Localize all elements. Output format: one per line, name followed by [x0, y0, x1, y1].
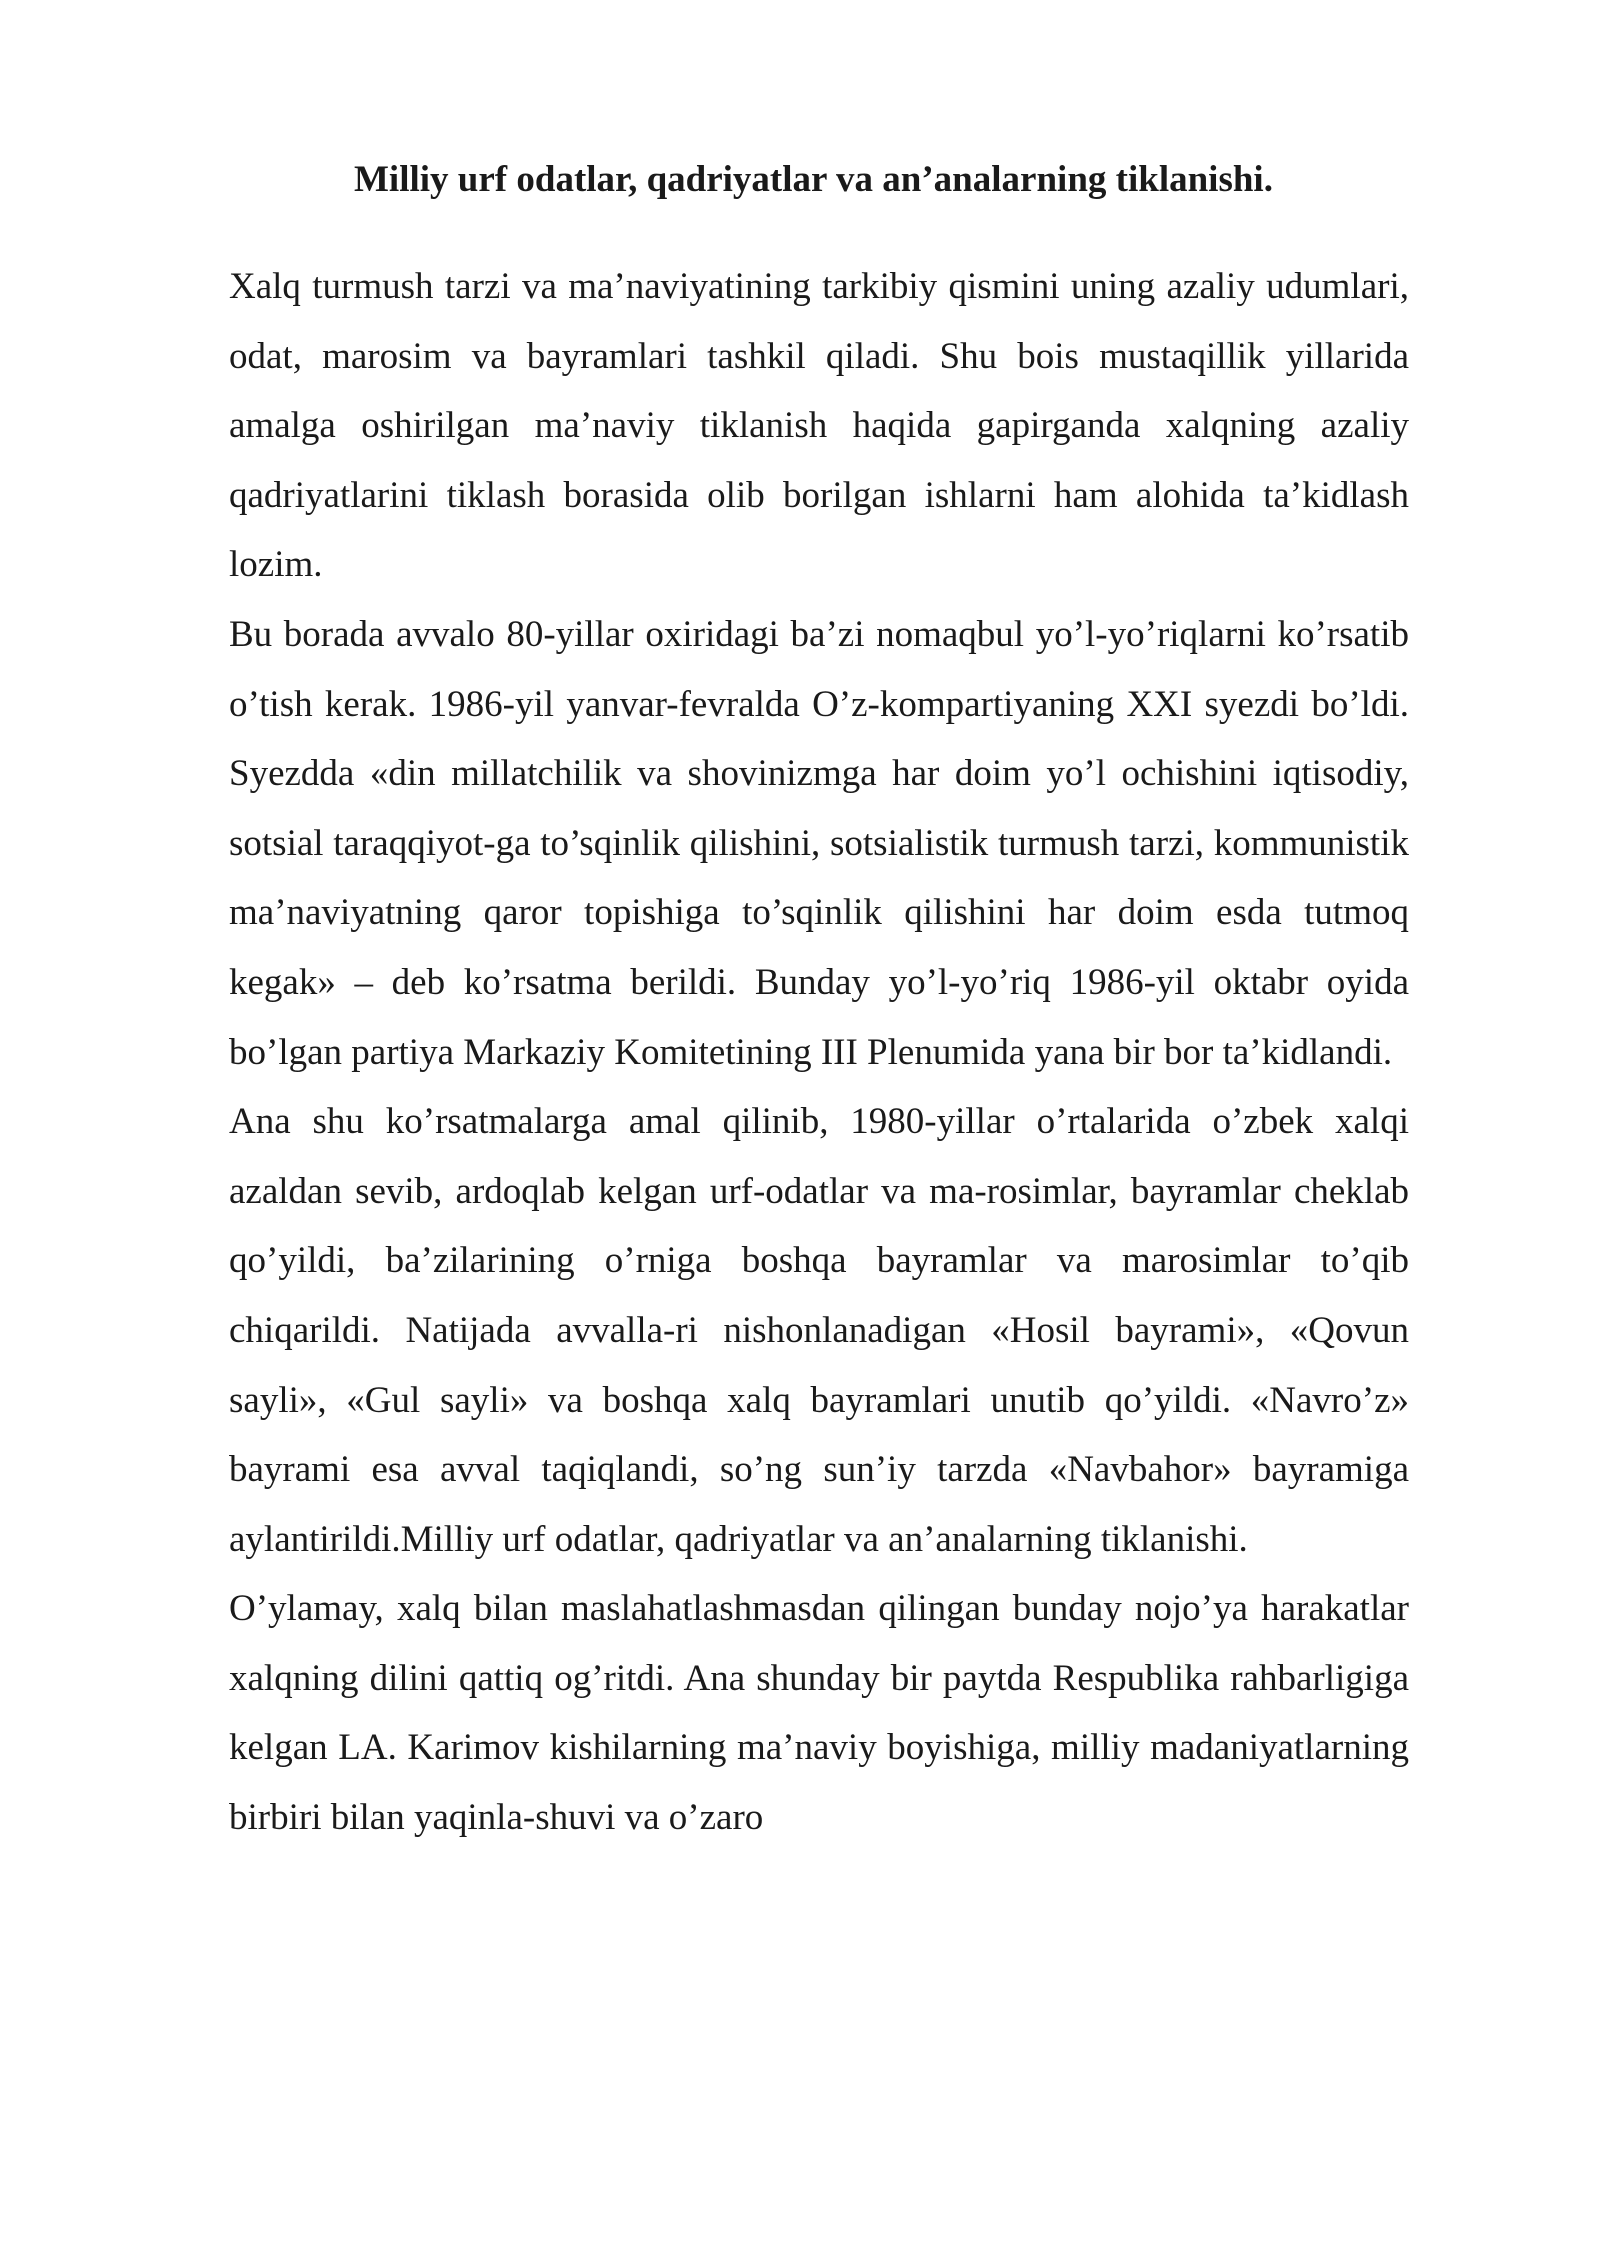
paragraph-1: Xalq turmush tarzi va ma’naviyatining tarkibiy qismini uning azaliy udumlari, odat, marosim va bayramlari tashkil qiladi. Shu bois mustaqillik yillarida amalga oshirilgan ma’naviy tiklanish haqida gapirganda xalqning azaliy qadriyatlarini tiklash borasida olib borilgan ishlarni ham alohida ta’kidlash lozim.: [229, 266, 1409, 586]
document-title: Milliy urf odatlar, qadriyatlar va an’analarning tiklanishi.: [354, 159, 1273, 200]
paragraph-4: O’ylamay, xalq bilan maslahatlashmasdan qilingan bunday nojo’ya harakatlar xalqning dilini qattiq og’ritdi. Ana shunday bir paytda Respublika rahbarligiga kelgan LA. Karimov kishilarning ma’naviy boyishiga, milliy madaniyatlarning birbiri bilan yaqinla-shuvi va o’zaro: [229, 1588, 1409, 1839]
paragraph-2: Bu borada avvalo 80-yillar oxiridagi ba’zi nomaqbul yo’l-yo’riqlarni ko’rsatib o’tish kerak. 1986-yil yanvar-fevralda O’z-kompartiyaning XXI syezdi bo’ldi. Syezdda «din millatchilik va shovinizmga har doim yo’l ochishini iqtisodiy, sotsial taraqqiyot-ga to’sqinlik qilishini, sotsialistik turmush tarzi, kommunistik ma’naviyatning qaror topishiga to’sqinlik qilishini har doim esda tutmoq kegak» – deb ko’rsatma berildi. Bunday yo’l-yo’riq 1986-yil oktabr oyida bo’lgan partiya Markaziy Komitetining III Plenumida yana bir bor ta’kidlandi.: [229, 613, 1409, 1073]
document-page: [229, 148, 1409, 1853]
paragraph-3: Ana shu ko’rsatmalarga amal qilinib, 1980-yillar o’rtalarida o’zbek xalqi azaldan sevib, ardoqlab kelgan urf-odatlar va ma-rosimlar, bayramlar cheklab qo’yildi, ba’zilarining o’rniga boshqa bayramlar va marosimlar to’qib chiqarildi. Natijada avvalla-ri nishonlanadigan «Hosil bayrami», «Qovun sayli», «Gul sayli» va boshqa xalq bayramlari unutib qo’yildi. «Navro’z» bayrami esa avval taqiqlandi, so’ng sun’iy tarzda «Navbahor» bayramiga aylantirildi.Milliy urf odatlar, qadriyatlar va an’analarning tiklanishi.: [229, 1101, 1409, 1560]
